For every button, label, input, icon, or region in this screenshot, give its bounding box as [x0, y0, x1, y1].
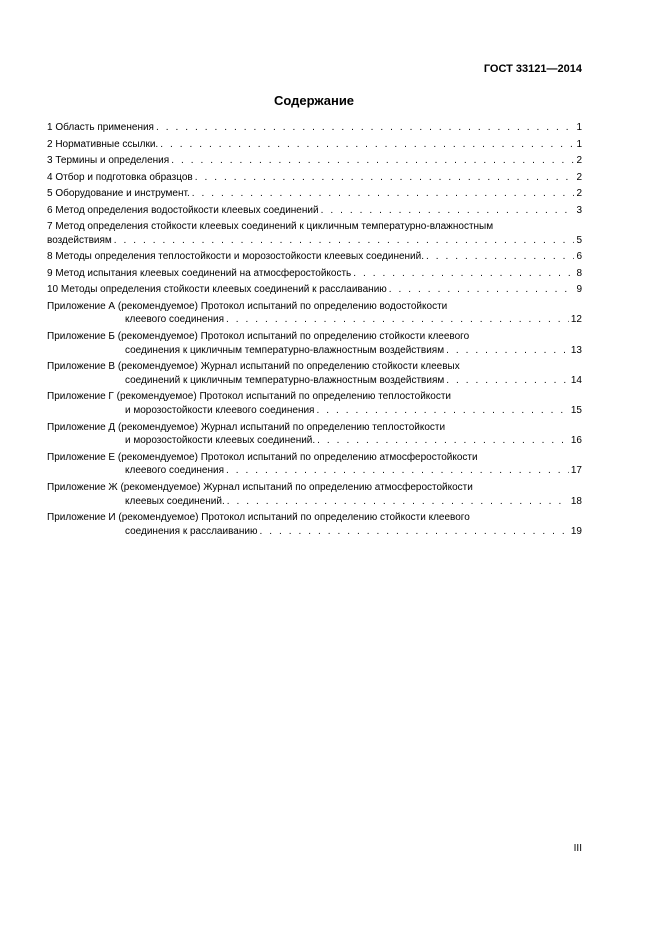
toc-entry[interactable] — [47, 121, 582, 135]
toc-entry[interactable] — [47, 154, 582, 168]
toc-entry-page: 14 — [570, 374, 582, 386]
toc-entry-page: 5 — [576, 234, 582, 246]
toc-entry-text: 9 Метод испытания клеевых соединений на атмосферостойкость — [47, 267, 352, 279]
toc-entry-continuation — [47, 344, 582, 358]
toc-entry-text: 7 Метод определения стойкости клеевых соединений к цикличным температурно-влажностным — [47, 221, 494, 232]
toc-entry-line — [47, 300, 582, 314]
toc-entry-text: Приложение А (рекомендуемое) Протокол испытаний по определению водостойкости — [47, 300, 448, 312]
toc-entry[interactable] — [47, 187, 582, 201]
toc-entry-line — [47, 283, 582, 297]
toc-entry-line — [47, 171, 582, 185]
toc-entry[interactable] — [47, 360, 582, 387]
dot-leader — [156, 121, 574, 135]
toc-entry-line — [47, 154, 582, 168]
dot-leader — [195, 171, 575, 185]
toc-entry-line — [47, 481, 582, 495]
document-code: ГОСТ 33121—2014 — [483, 63, 582, 75]
toc-entry[interactable] — [47, 390, 582, 417]
dot-leader — [321, 204, 575, 218]
toc-entry-text: 3 Термины и определения — [47, 155, 170, 166]
table-of-contents — [47, 121, 582, 541]
toc-entry-continuation — [47, 525, 582, 539]
toc-entry[interactable] — [47, 481, 582, 508]
toc-entry-continuation — [47, 404, 582, 418]
toc-entry-page: 3 — [576, 204, 582, 216]
toc-entry-text: соединения к расслаиванию — [125, 525, 258, 537]
toc-entry[interactable] — [47, 421, 582, 448]
dot-leader — [114, 234, 575, 248]
toc-entry-text: Приложение Е (рекомендуемое) Протокол испытаний по определению атмосферостойкости — [47, 451, 478, 463]
dot-leader — [259, 525, 568, 539]
toc-entry-line — [47, 421, 582, 435]
toc-entry-line — [47, 511, 582, 525]
dot-leader — [317, 434, 569, 448]
toc-entry-page: 2 — [576, 155, 582, 166]
toc-entry-continuation — [47, 434, 582, 448]
dot-leader — [446, 374, 569, 388]
toc-entry[interactable] — [47, 138, 582, 152]
toc-entry-page: 1 — [576, 122, 582, 133]
dot-leader — [389, 283, 575, 297]
dot-leader — [446, 344, 569, 358]
toc-entry[interactable] — [47, 250, 582, 264]
toc-entry-continuation — [47, 464, 582, 478]
dot-leader — [171, 154, 574, 168]
toc-entry-continuation — [47, 234, 582, 248]
dot-leader — [353, 267, 574, 281]
toc-entry-continuation — [47, 495, 582, 509]
toc-entry-line — [47, 267, 582, 281]
toc-entry-page: 18 — [570, 495, 582, 507]
toc-entry-line — [47, 204, 582, 218]
toc-entry-line — [47, 451, 582, 465]
toc-entry-line — [47, 138, 582, 152]
toc-entry-page: 6 — [576, 251, 582, 263]
toc-entry-text: Приложение Г (рекомендуемое) Протокол испытаний по определению теплостойкости — [47, 391, 451, 403]
toc-entry-page: 2 — [576, 188, 582, 199]
toc-entry-text: 2 Нормативные ссылки. — [47, 138, 159, 150]
toc-entry-line — [47, 330, 582, 344]
toc-entry-text: 10 Методы определения стойкости клеевых соединений к расслаиванию — [47, 284, 387, 296]
toc-entry-text: 5 Оборудование и инструмент. — [47, 188, 190, 199]
toc-entry-line — [47, 220, 582, 234]
toc-entry-text: клеевого соединения — [125, 465, 225, 477]
toc-entry-page: 12 — [570, 314, 582, 326]
toc-entry-line — [47, 121, 582, 135]
toc-entry-page: 1 — [576, 138, 582, 150]
toc-entry-page: 2 — [576, 171, 582, 183]
toc-entry-line — [47, 250, 582, 264]
dot-leader — [426, 250, 574, 264]
toc-entry-text: Приложение Ж (рекомендуемое) Журнал испытаний по определению атмосферостойкости — [47, 481, 473, 493]
toc-entry-page: 17 — [570, 465, 582, 477]
dot-leader — [316, 404, 568, 418]
toc-entry-page: 8 — [576, 267, 582, 279]
toc-entry[interactable] — [47, 451, 582, 478]
toc-entry-text: Приложение Д (рекомендуемое) Журнал испытаний по определению теплостойкости — [47, 421, 446, 433]
dot-leader — [160, 138, 574, 152]
toc-entry[interactable] — [47, 171, 582, 185]
toc-entry-text: и морозостойкости клеевых соединений. — [125, 435, 316, 447]
toc-entry-text: соединений к цикличным температурно-влажностным воздействиям — [125, 374, 445, 386]
toc-title: Содержание — [273, 93, 355, 108]
toc-entry-text: соединения к цикличным температурно-влажностным воздействиям — [125, 344, 445, 356]
toc-entry[interactable] — [47, 330, 582, 357]
toc-entry-page: 9 — [576, 284, 582, 296]
dot-leader — [227, 495, 569, 509]
toc-entry-text: 6 Метод определения водостойкости клеевых соединений — [47, 204, 319, 216]
toc-entry-line — [47, 187, 582, 201]
toc-entry-line — [47, 360, 582, 374]
toc-entry-page: 15 — [570, 405, 582, 417]
toc-entry-continuation — [47, 313, 582, 327]
toc-entry-line — [47, 390, 582, 404]
toc-entry-page: 13 — [570, 344, 582, 356]
toc-entry-text: 4 Отбор и подготовка образцов — [47, 171, 193, 183]
toc-entry-page: 19 — [570, 525, 582, 537]
dot-leader — [226, 313, 569, 327]
toc-entry-page: 16 — [570, 435, 582, 447]
toc-entry-text: 8 Методы определения теплостойкости и морозостойкости клеевых соединений. — [47, 251, 424, 263]
page-number: III — [573, 843, 582, 854]
toc-entry-text: и морозостойкости клеевого соединения — [125, 405, 315, 417]
toc-entry-text: клеевых соединений. — [125, 495, 225, 507]
toc-entry[interactable] — [47, 220, 582, 247]
toc-entry[interactable] — [47, 204, 582, 218]
toc-entry[interactable] — [47, 267, 582, 281]
toc-entry[interactable] — [47, 283, 582, 297]
toc-entry-text: клеевого соединения — [125, 314, 225, 326]
toc-entry-text: Приложение В (рекомендуемое) Журнал испытаний по определению стойкости клеевых — [47, 361, 460, 373]
dot-leader — [226, 464, 569, 478]
toc-entry-text: воздействиям — [47, 234, 112, 246]
toc-entry-continuation — [47, 374, 582, 388]
toc-entry-text: 1 Область применения — [47, 122, 154, 133]
toc-entry[interactable] — [47, 300, 582, 327]
dot-leader — [192, 187, 575, 201]
toc-entry-text: Приложение И (рекомендуемое) Протокол испытаний по определению стойкости клеевого — [47, 512, 470, 524]
toc-entry-text: Приложение Б (рекомендуемое) Протокол испытаний по определению стойкости клеевого — [47, 330, 470, 342]
toc-entry[interactable] — [47, 511, 582, 538]
